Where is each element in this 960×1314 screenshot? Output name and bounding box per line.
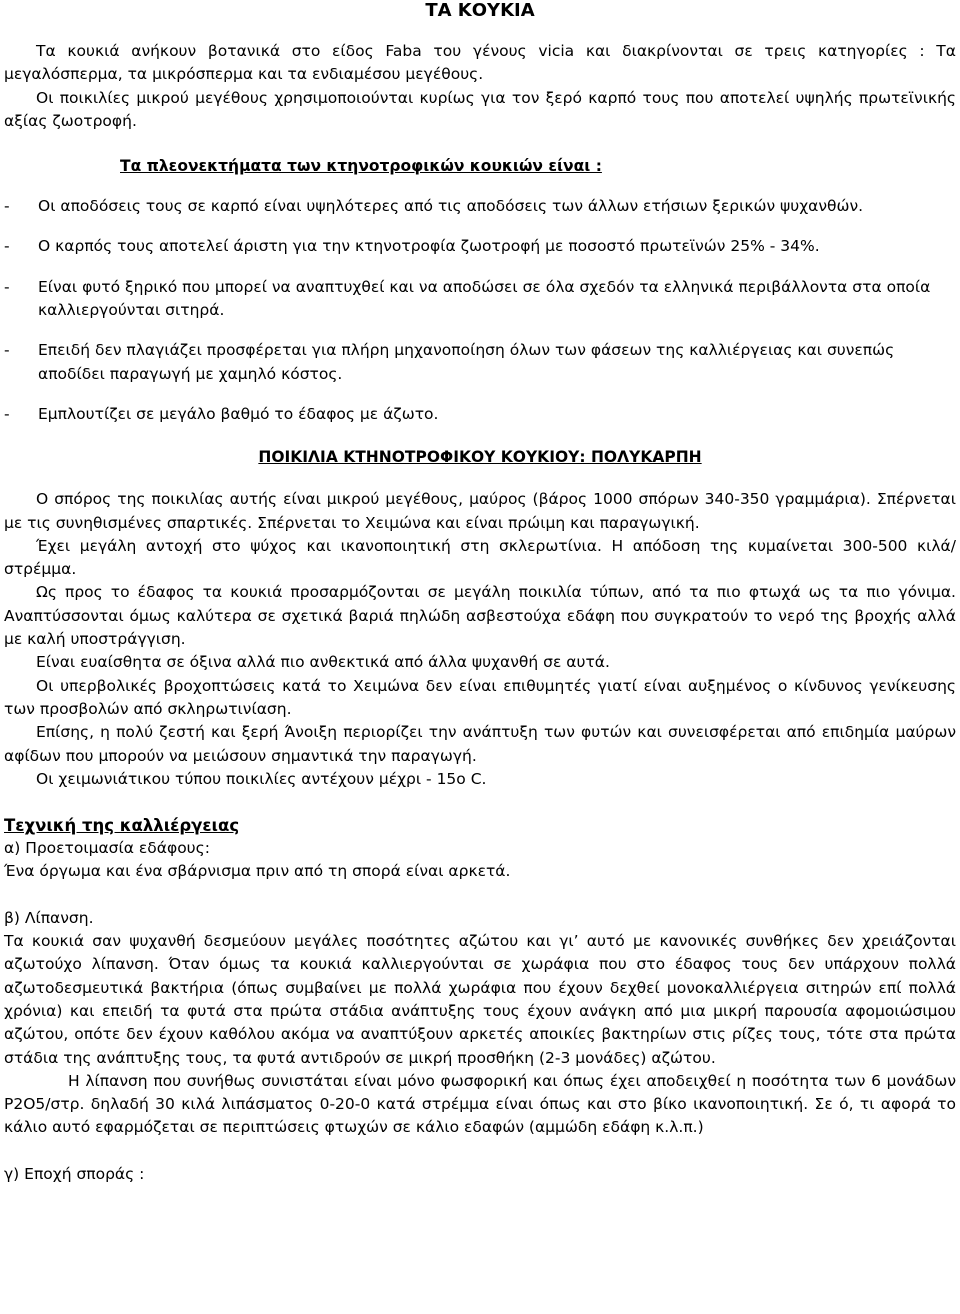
list-item-text: Είναι φυτό ξηρικό που μπορεί να αναπτυχθεί και να αποδώσει σε όλα σχεδόν τα ελληνικά περιβάλλοντα στα οποία καλλιεργούνται σιτηρά. <box>38 277 931 320</box>
sowing-heading: γ) Εποχή σποράς : <box>4 1164 145 1183</box>
fertilization-paragraph: Τα κουκιά σαν ψυχανθή δεσμεύουν μεγάλες ποσότητες αζώτου και γι’ αυτό με κανονικές συνθήκες δεν χρειάζονται αζωτούχο λίπανση. Όταν όμως τα κουκιά καλλιεργούνται σε χωράφια που στο έδαφος τους δεν υπάρχουν πολλά αζωτοδεσμευτικά βακτήρια (όπως συμβαίνει με πολλά χωράφια που έχουν δεχθεί μονοκαλλιέργεια σιτηρών επί πολλά χρόνια) και επειδή τα φυτά στα πρώτα στάδια ανάπτυξης τους έχουν ανάγκη από μια μικρή παρουσία αφομοιώσιμου αζώτου, οπότε δεν έχουν καθόλου ακόμα να αναπτύξουν αρκετές αποικίες βακτηρίων στις ρίζες τους, τότε στα πρώτα στάδια της ανάπτυξης τους, τα φυτά αντιδρούν σε μικρή προσθήκη (2-3 μονάδες) αζώτου. <box>4 932 956 1067</box>
list-item <box>4 235 956 258</box>
variety-heading: ΠΟΙΚΙΛΙΑ ΚΤΗΝΟΤΡΟΦΙΚΟΥ ΚΟΥΚΙΟΥ: ΠΟΛΥΚΑΡΠΗ <box>258 448 702 467</box>
fertilization-heading: β) Λίπανση. <box>4 908 94 927</box>
list-item <box>4 403 956 426</box>
variety-paragraph: Επίσης, η πολύ ζεστή και ξερή Άνοιξη περιορίζει την ανάπτυξη των φυτών και συνεισφέρεται από επιδημία μαύρων αφίδων που μπορούν να μειώσουν σημαντικά την παραγωγή. <box>4 723 956 765</box>
variety-paragraph: Ο σπόρος της ποικιλίας αυτής είναι μικρού μεγέθους, μαύρος (βάρος 1000 σπόρων 340-350 γραμμάρια). Σπέρνεται με τις συνηθισμένες σπαρτικές. Σπέρνεται το Χειμώνα και είναι πρώιμη και παραγωγική. <box>4 490 956 532</box>
soil-prep-heading: α) Προετοιμασία εδάφους: <box>4 839 210 858</box>
intro-paragraph: Οι ποικιλίες μικρού μεγέθους χρησιμοποιούνται κυρίως για τον ξερό καρπό τους που αποτελεί υψηλής πρωτεϊνικής αξίας ζωοτροφή. <box>4 88 956 130</box>
intro-section <box>4 40 956 133</box>
document-page <box>4 0 956 1186</box>
list-item <box>4 195 956 218</box>
intro-paragraph: Τα κουκιά ανήκουν βοτανικά στο είδος Faba του γένους vicia και διακρίνονται σε τρεις κατηγορίες : Τα μεγαλόσπερμα, τα μικρόσπερμα και τα ενδιαμέσου μεγέθους. <box>4 42 956 84</box>
bullet-dash: - <box>4 197 10 216</box>
list-item-text: Ο καρπός τους αποτελεί άριστη για την κτηνοτροφία ζωοτροφή με ποσοστό πρωτεϊνών 25% - 34%. <box>38 237 820 256</box>
bullet-dash: - <box>4 237 10 256</box>
variety-paragraph: Ως προς το έδαφος τα κουκιά προσαρμόζονται σε μεγάλη ποικιλία τύπων, από τα πιο φτωχά ως τα πιο γόνιμα. Αναπτύσσονται όμως καλύτερα σε σχετικά βαριά πηλώδη ασβεστούχα εδάφη που συγκρατούν το νερό της βροχής αλλά με καλή υποστράγγιση. <box>4 583 956 649</box>
bullet-dash: - <box>4 404 10 423</box>
advantages-list <box>4 195 956 426</box>
advantages-heading: Τα πλεονεκτήματα των κτηνοτροφικών κουκιών είναι : <box>120 157 602 176</box>
list-item-text: Εμπλουτίζει σε μεγάλο βαθμό το έδαφος με άζωτο. <box>38 404 439 423</box>
technique-heading: Τεχνική της καλλιέργειας <box>4 816 240 836</box>
list-item-text: Επειδή δεν πλαγιάζει προσφέρεται για πλήρη μηχανοποίηση όλων των φάσεων της καλλιέργειας και συνεπώς αποδίδει παραγωγή με χαμηλό κόστος. <box>38 341 895 383</box>
soil-prep-text: Ένα όργωμα και ένα σβάρνισμα πριν από τη σπορά είναι αρκετά. <box>4 862 511 881</box>
variety-paragraph: Είναι ευαίσθητα σε όξινα αλλά πιο ανθεκτικά από άλλα ψυχανθή σε αυτά. <box>36 653 610 672</box>
variety-paragraph: Οι υπερβολικές βροχοπτώσεις κατά το Χειμώνα δεν είναι επιθυμητές γιατί είναι αυξημένος ο κίνδυνος γενίκευσης των προσβολών από σκληρωτινίαση. <box>4 676 956 718</box>
page-title: ΤΑ ΚΟΥΚΙΑ <box>425 0 535 21</box>
list-item <box>4 276 956 323</box>
variety-section <box>4 488 956 791</box>
fertilization-paragraph: Η λίπανση που συνήθως συνιστάται είναι μόνο φωσφορική και όπως έχει αποδειχθεί η ποσότητα των 6 μονάδων P2O5/στρ. δηλαδή 30 κιλά λιπάσματος 0-20-0 κατά στρέμμα είναι όπως και στο βίκο ικανοποιητική. Σε ό, τι αφορά το κάλιο αυτό εφαρμόζεται σε περιπτώσεις φτωχών σε κάλιο εδαφών (αμμώδη εδάφη κ.λ.π.) <box>4 1071 956 1137</box>
list-item-text: Οι αποδόσεις τους σε καρπό είναι υψηλότερες από τις αποδόσεις των άλλων ετήσιων ξερικών ψυχανθών. <box>38 197 864 216</box>
bullet-dash: - <box>4 277 10 296</box>
variety-paragraph: Οι χειμωνιάτικου τύπου ποικιλίες αντέχουν μέχρι - 15ο C. <box>36 769 487 788</box>
variety-paragraph: Έχει μεγάλη αντοχή στο ψύχος και ικανοποιητική στη σκλερωτίνια. Η απόδοση της κυμαίνεται 300-500 κιλά/ στρέμμα. <box>4 536 956 579</box>
bullet-dash: - <box>4 341 10 360</box>
list-item <box>4 339 956 386</box>
